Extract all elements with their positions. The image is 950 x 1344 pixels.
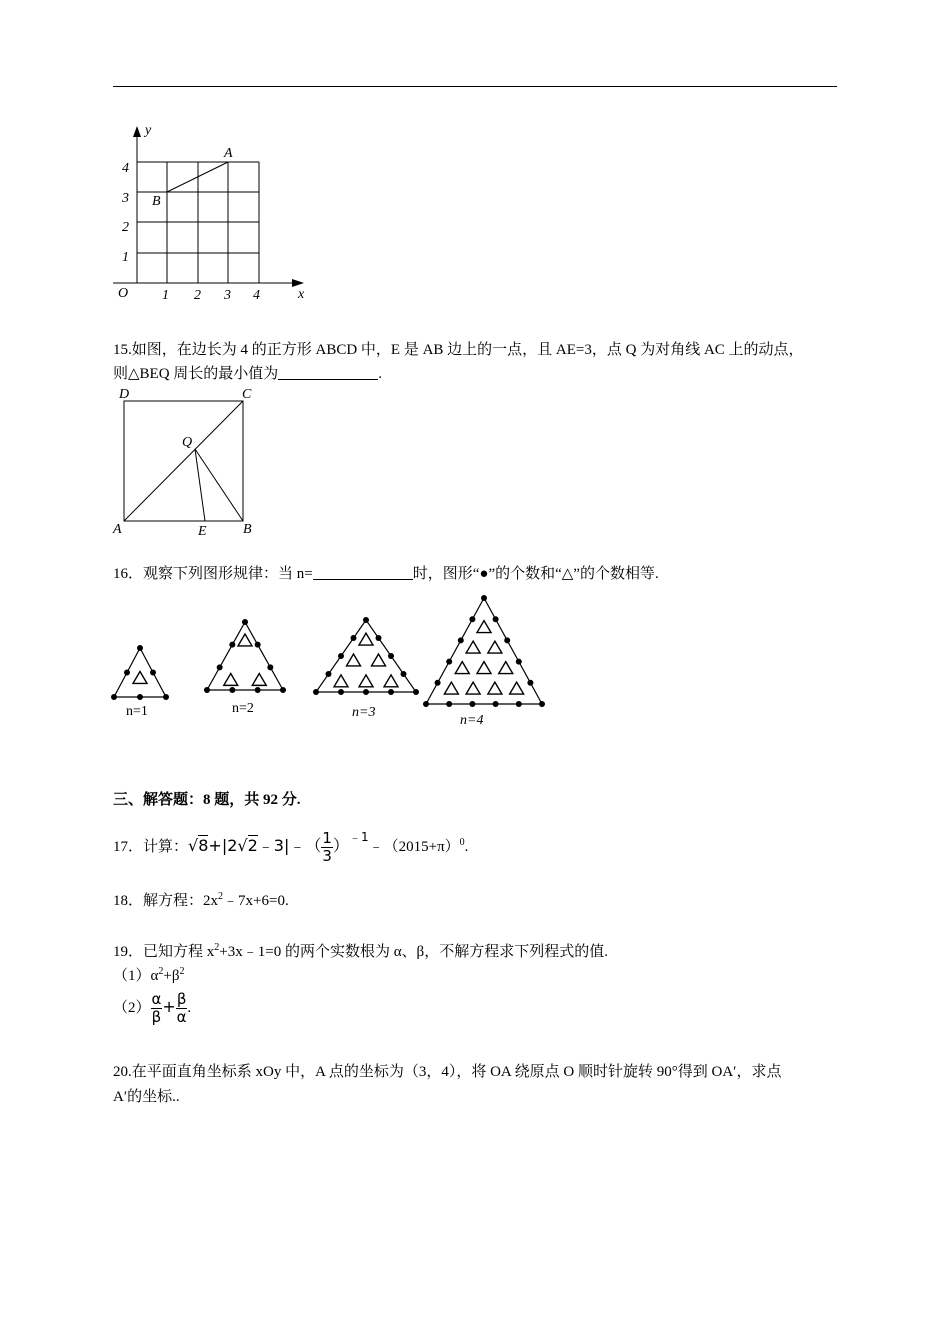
pattern-dot [150,670,156,676]
abs-minus-3: ﹣3 [257,836,284,855]
question-16-text-after: 时，图形“●”的个数和“△”的个数相等. [412,566,659,582]
pattern-outline-4 [426,598,542,704]
fraction-2-denominator: α [176,1008,187,1027]
question-19-line [113,938,608,962]
radicand-8: 8 [198,836,209,855]
pattern-dot [229,642,235,648]
pattern-dot [413,689,419,695]
exponent-neg-1: ﹣1 [348,830,369,844]
answer-blank-16[interactable] [313,565,413,580]
pattern-dot [326,671,332,677]
caption-n3: n=3 [352,705,376,720]
pattern-dot [376,635,382,641]
x-tick-1: 1 [162,288,169,303]
question-17-tail: ﹣（2015+π） [368,839,460,855]
origin-label: O [118,286,129,301]
pattern-dot [124,670,130,676]
radicand-2: 2 [247,836,258,855]
question-20-text-2: A′的坐标.. [113,1089,180,1105]
exponent-0: 0 [459,837,465,848]
question-20-number: 20. [113,1064,132,1080]
inner-triangle [347,654,361,666]
y-axis-label: y [145,123,152,138]
fraction-2-numerator: β [176,990,187,1009]
point-e-label: E [198,524,207,539]
pattern-dot [493,616,499,622]
pattern-dot [267,664,273,670]
inner-triangle [444,682,458,694]
pattern-dot [111,694,117,700]
pattern-dot [137,645,143,651]
question-18-text-a: 解方程：2x [143,893,219,909]
point-a-label: A [224,146,233,161]
question-19-exponent: 2 [214,942,220,953]
triangle-pattern-figure [108,590,548,730]
part-1-alpha: α [150,968,159,984]
abs-close: | [283,836,290,855]
question-17-line [113,823,468,865]
inner-triangle [224,673,238,685]
pattern-dot [163,694,169,700]
plus-sign: +| [208,836,228,855]
pattern-dot [217,664,223,670]
pattern-dot [388,653,394,659]
question-18-number: 18． [113,893,144,909]
question-17-period: . [464,839,469,855]
pattern-dot [204,687,210,693]
caption-n2: n=2 [232,701,254,716]
inner-triangle [488,682,502,694]
part-2-label: （2） [113,1000,151,1016]
inner-triangle [455,662,469,674]
fraction-1-denominator: β [151,1008,162,1027]
pattern-dot [363,617,369,623]
sqrt-2: √2 [237,836,258,855]
vertex-b-label: B [243,522,252,537]
pattern-dot [351,635,357,641]
fraction-alpha-beta [151,991,163,1026]
pattern-dot [280,687,286,693]
inner-triangle [372,654,386,666]
y-tick-4: 4 [122,161,129,176]
question-16-number: 16． [113,566,144,582]
inner-triangle [238,634,252,646]
point-q-label: Q [182,435,193,450]
question-19-text-b: +3x﹣1=0 的两个实数根为 α、β，不解方程求下列程式的值. [219,944,608,960]
pattern-dot [388,689,394,695]
part-1-label: （1） [113,968,151,984]
pattern-dot [481,595,487,601]
question-19-part-1 [113,962,184,986]
fraction-beta-alpha [176,991,188,1026]
inner-triangle [477,662,491,674]
answer-blank[interactable] [278,365,378,380]
question-17-number: 17． [113,839,144,855]
x-tick-4: 4 [253,288,260,303]
inner-triangle [466,641,480,653]
pattern-dot [423,701,429,707]
caption-n4: n=4 [460,713,484,728]
x-axis-label: x [298,287,305,302]
part-2-period: . [187,1000,192,1016]
inner-triangle [466,682,480,694]
inner-triangle [477,621,491,633]
pattern-outline-2 [207,622,283,690]
inner-triangle [510,682,524,694]
fraction-1-numerator: α [151,990,162,1009]
coordinate-grid-figure [110,118,320,306]
pattern-outline-3 [316,620,416,692]
pattern-dot [539,701,545,707]
inner-triangle [359,675,373,687]
pattern-dot [363,689,369,695]
question-15-line-1 [113,340,804,360]
question-15-text-1: 如图，在边长为 4 的正方形 ABCD 中，E 是 AB 边上的一点，且 AE=3，点 Q 为对角线 AC 上的动点， [131,342,804,358]
inner-triangle [252,673,266,685]
fraction-denominator: 3 [322,847,332,866]
part-2-plus: + [162,997,176,1016]
header-rule [113,86,837,87]
inner-triangle [133,672,147,684]
fraction-numerator: 1 [322,829,332,848]
pattern-dot [313,689,319,695]
pattern-dot [527,680,533,686]
question-15-text-2: 则△BEQ 周长的最小值为 [113,366,279,382]
question-19-part-2 [113,987,191,1028]
pattern-dot [401,671,407,677]
y-tick-1: 1 [122,250,129,265]
y-tick-3: 3 [122,191,129,206]
pattern-dot [435,680,441,686]
pattern-dot [446,659,452,665]
question-17-prefix: 计算： [143,839,189,855]
pattern-dot [338,653,344,659]
question-19-number: 19． [113,944,144,960]
abs-coefficient: 2 [227,836,238,855]
pattern-dot [242,619,248,625]
pattern-dot [458,637,464,643]
vertex-d-label: D [119,387,130,402]
question-18-line [113,887,289,911]
pattern-dot [516,659,522,665]
section-3-heading: 三、解答题：8 题，共 92 分. [113,792,301,808]
paren-close: ） [332,836,349,855]
pattern-dot [446,701,452,707]
question-20-line-2 [113,1087,180,1107]
pattern-dot [229,687,235,693]
vertex-c-label: C [242,387,252,402]
pattern-dot [469,701,475,707]
question-16-line [113,564,659,584]
question-18-text-b: ﹣7x+6=0. [223,893,289,909]
caption-n1: n=1 [126,704,148,719]
pattern-dot [516,701,522,707]
pattern-dot [338,689,344,695]
minus-sign: ﹣ [289,836,306,855]
question-19-text-a: 已知方程 x [143,944,215,960]
pattern-dot [493,701,499,707]
part-1-exp-1: 2 [158,966,164,977]
paren-open: （ [305,836,322,855]
question-15-number: 15. [113,342,132,358]
pattern-dot [255,687,261,693]
vertex-a-label: A [113,522,122,537]
part-1-exp-2: 2 [179,966,185,977]
fraction-one-third [321,830,333,865]
question-20-text-1: 在平面直角坐标系 xOy 中，A 点的坐标为（3，4），将 OA 绕原点 O 顺时针旋转 90°得到 OA′，求点 [131,1064,782,1080]
x-tick-2: 2 [194,288,201,303]
pattern-dot [504,637,510,643]
pattern-dot [137,694,143,700]
y-tick-2: 2 [122,220,129,235]
pattern-dot [255,642,261,648]
question-18-exponent: 2 [218,891,224,902]
point-b-label: B [152,194,161,209]
inner-triangle [359,633,373,645]
x-tick-3: 3 [224,288,231,303]
sqrt-8: √8 [188,836,209,855]
inner-triangle [499,662,513,674]
question-15-line-2 [113,364,382,384]
square-abcd-figure [110,385,260,540]
question-20-line-1 [113,1062,781,1082]
pattern-dot [469,616,475,622]
question-16-text-before: 观察下列图形规律：当 n= [143,566,313,582]
inner-triangle [384,675,398,687]
inner-triangle [334,675,348,687]
inner-triangle [488,641,502,653]
question-15-period: . [378,366,383,382]
part-1-beta: +β [163,968,180,984]
